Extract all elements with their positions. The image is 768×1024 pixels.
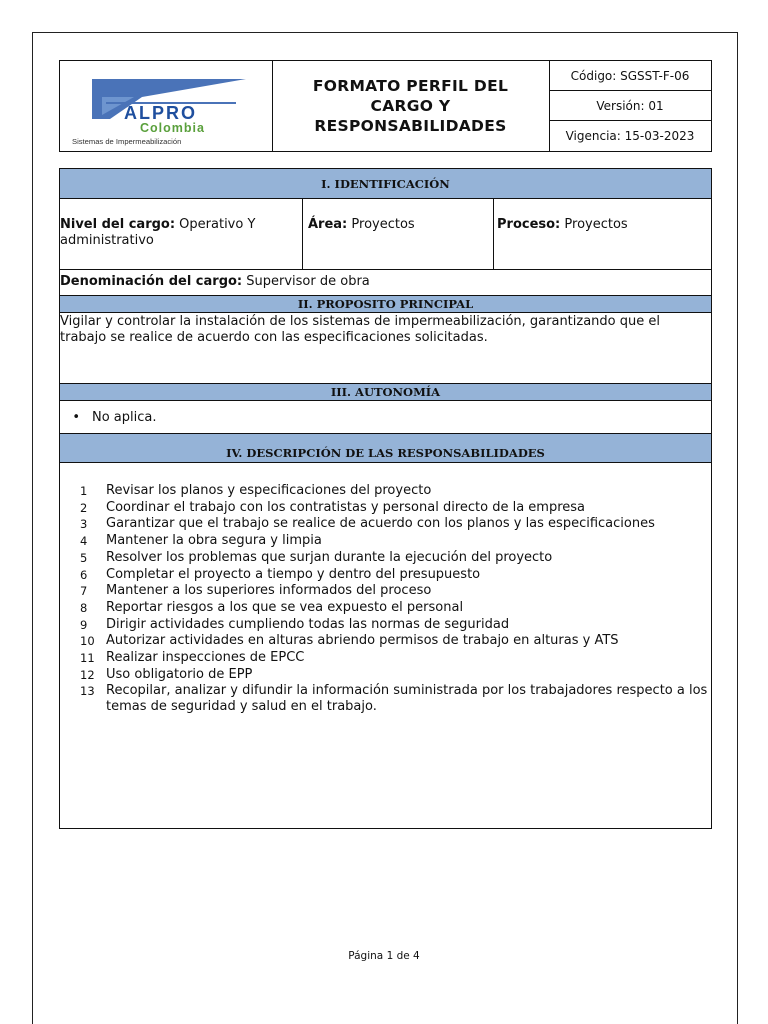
responsibility-text: Realizar inspecciones de EPCC <box>106 650 305 666</box>
responsibility-item <box>80 683 720 714</box>
responsibility-number: 5 <box>80 550 88 565</box>
responsibility-item <box>80 617 720 634</box>
responsibility-item <box>80 583 720 600</box>
job-title-label: Denominación del cargo: <box>60 274 243 289</box>
logo-cell <box>60 61 273 151</box>
responsibility-item <box>80 550 720 567</box>
company-logo <box>72 71 262 146</box>
document-version: Versión: 01 <box>549 91 711 121</box>
responsibility-number: 1 <box>80 484 88 498</box>
identification-heading: I. IDENTIFICACIÓN <box>60 169 711 199</box>
responsibility-item <box>80 650 720 667</box>
responsibility-text: Mantener la obra segura y limpia <box>106 533 322 549</box>
document-validity: Vigencia: 15-03-2023 <box>565 129 695 143</box>
responsibility-text: Coordinar el trabajo con los contratistas y personal directo de la empresa <box>106 499 586 515</box>
responsibility-text: Garantizar que el trabajo se realice de acuerdo con los planos y las especificaciones <box>106 516 655 532</box>
responsibility-item <box>80 516 720 533</box>
responsibility-item <box>80 667 720 684</box>
responsibility-number: 7 <box>80 584 88 599</box>
responsibility-number: 2 <box>80 500 88 515</box>
responsibility-item <box>80 500 720 517</box>
bullet-icon: • <box>72 410 80 425</box>
page-number: Página 1 de 4 <box>348 950 420 962</box>
area-value: Proyectos <box>347 217 415 232</box>
process-label: Proceso: <box>497 217 561 232</box>
process-field <box>497 217 707 233</box>
logo-brand: ALPRO <box>124 103 197 123</box>
responsibility-number: 11 <box>80 651 95 666</box>
responsibility-item <box>80 567 720 584</box>
responsibility-number: 13 <box>80 684 95 699</box>
responsibility-text: Uso obligatorio de EPP <box>106 666 253 682</box>
responsibility-text: Revisar los planos y especificaciones del proyecto <box>106 483 432 498</box>
responsibilities-heading: IV. DESCRIPCIÓN DE LAS RESPONSABILIDADES <box>60 433 711 463</box>
responsibility-text: Recopilar, analizar y difundir la información suministrada por los trabajadores respecto a los temas de seguridad y salud en el trabajo. <box>106 683 708 715</box>
job-title-field <box>60 274 700 290</box>
purpose-text: Vigilar y controlar la instalación de los sistemas de impermeabilización, garantizando que el trabajo se realice de acuerdo con las especificaciones solicitadas. <box>60 314 660 345</box>
process-value: Proyectos <box>560 217 628 232</box>
divider <box>60 269 711 270</box>
responsibility-number: 8 <box>80 600 88 615</box>
level-label: Nivel del cargo: <box>60 217 176 232</box>
responsibility-item <box>80 600 720 617</box>
responsibility-item <box>80 533 720 550</box>
document-title-cell <box>272 61 550 151</box>
document-code: Código: SGSST-F-06 <box>549 61 711 91</box>
level-value: Operativo Y administrativo <box>60 217 256 248</box>
autonomy-heading: III. AUTONOMÍA <box>60 383 711 401</box>
divider <box>302 199 303 269</box>
area-field <box>308 217 488 233</box>
responsibility-text: Autorizar actividades en alturas abriendo permisos de trabajo en alturas y ATS <box>106 633 619 649</box>
responsibility-number: 12 <box>80 667 95 682</box>
responsibility-item <box>80 483 720 500</box>
responsibility-item <box>80 633 720 650</box>
autonomy-text: No aplica. <box>92 410 157 425</box>
logo-country: Colombia <box>140 121 205 135</box>
responsibility-text: Completar el proyecto a tiempo y dentro del presupuesto <box>106 566 481 582</box>
responsibility-text: Reportar riesgos a los que se vea expuesto el personal <box>106 599 464 615</box>
responsibility-number: 9 <box>80 617 88 632</box>
divider <box>493 199 494 269</box>
autonomy-item <box>60 410 660 426</box>
document-header <box>59 60 712 152</box>
responsibility-text: Resolver los problemas que surjan durante la ejecución del proyecto <box>106 549 553 565</box>
responsibility-number: 6 <box>80 567 88 582</box>
logo-tagline: Sistemas de Impermeabilización <box>72 137 182 146</box>
responsibility-text: Dirigir actividades cumpliendo todas las normas de seguridad <box>106 616 510 632</box>
purpose-heading: II. PROPOSITO PRINCIPAL <box>60 295 711 313</box>
responsibilities-list <box>80 483 720 715</box>
responsibility-number: 4 <box>80 534 88 549</box>
responsibility-text: Mantener a los superiores informados del proceso <box>106 583 432 599</box>
profile-table <box>59 168 712 829</box>
job-title-value: Supervisor de obra <box>242 274 370 289</box>
responsibility-number: 3 <box>80 517 88 532</box>
area-label: Área: <box>308 217 348 232</box>
responsibility-number: 10 <box>80 634 95 649</box>
level-field <box>60 217 290 249</box>
document-title: FORMATO PERFIL DEL CARGO Y RESPONSABILIDADES <box>312 77 509 135</box>
